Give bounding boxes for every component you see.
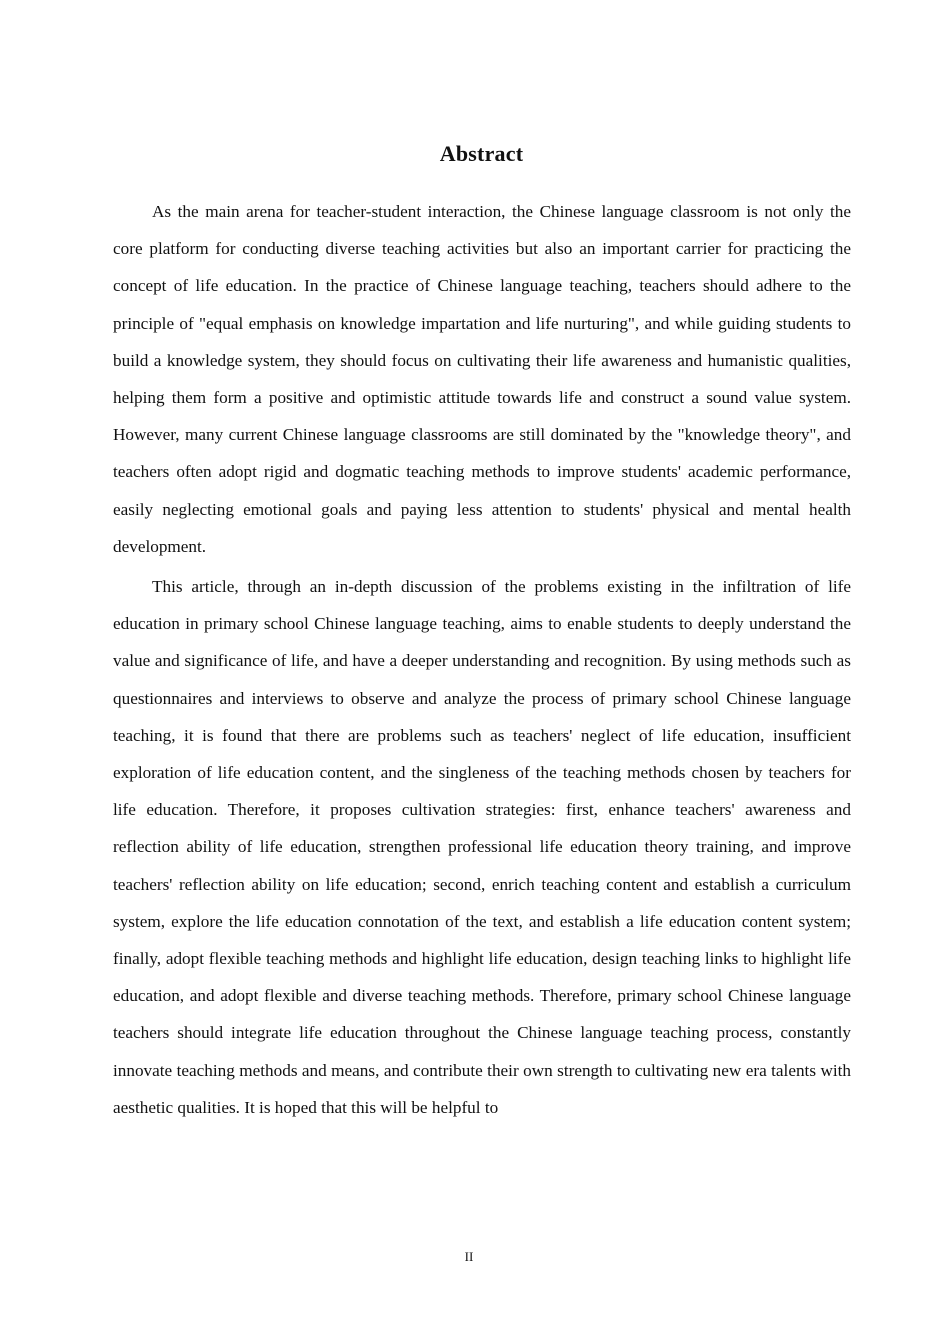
page-title: Abstract [439, 140, 524, 166]
abstract-paragraph-2: This article, through an in-depth discussion of the problems existing in the infiltration of life education in primary school Chinese language teaching, aims to enable students to deeply understand the value and significance of life, and have a deeper understanding and recognition. By using methods such as questionnaires and interviews to observe and analyze the process of primary school Chinese language teaching, it is found that there are problems such as teachers' neglect of life education, insufficient exploration of life education content, and the singleness of the teaching methods chosen by teachers for life education. Therefore, it proposes cultivation strategies: first, enhance teachers' awareness and reflection ability of life education, strengthen professional life education theory training, and improve teachers' reflection ability on life education; second, enrich teaching content and establish a curriculum system, explore the life education connotation of the text, and establish a life education content system; finally, adopt flexible teaching methods and highlight life education, design teaching links to highlight life education, and adopt flexible and diverse teaching methods. Therefore, primary school Chinese language teachers should integrate life education throughout the Chinese language teaching process, constantly innovate teaching methods and means, and contribute their own strength to cultivating new era talents with aesthetic qualities. It is hoped that this will be helpful to [113, 577, 851, 1117]
abstract-paragraph-1: As the main arena for teacher-student interaction, the Chinese language classroom is not only the core platform for conducting diverse teaching activities but also an important carrier for practicing the concept of life education. In the practice of Chinese language teaching, teachers should adhere to the principle of "equal emphasis on knowledge impartation and life nurturing", and while guiding students to build a knowledge system, they should focus on cultivating their life awareness and humanistic qualities, helping them form a positive and optimistic attitude towards life and construct a sound value system. However, many current Chinese language classrooms are still dominated by the "knowledge theory", and teachers often adopt rigid and dogmatic teaching methods to improve students' academic performance, easily neglecting emotional goals and paying less attention to students' physical and mental health development. [113, 202, 851, 556]
page-number: II [464, 1249, 474, 1264]
abstract-body [113, 193, 851, 1129]
